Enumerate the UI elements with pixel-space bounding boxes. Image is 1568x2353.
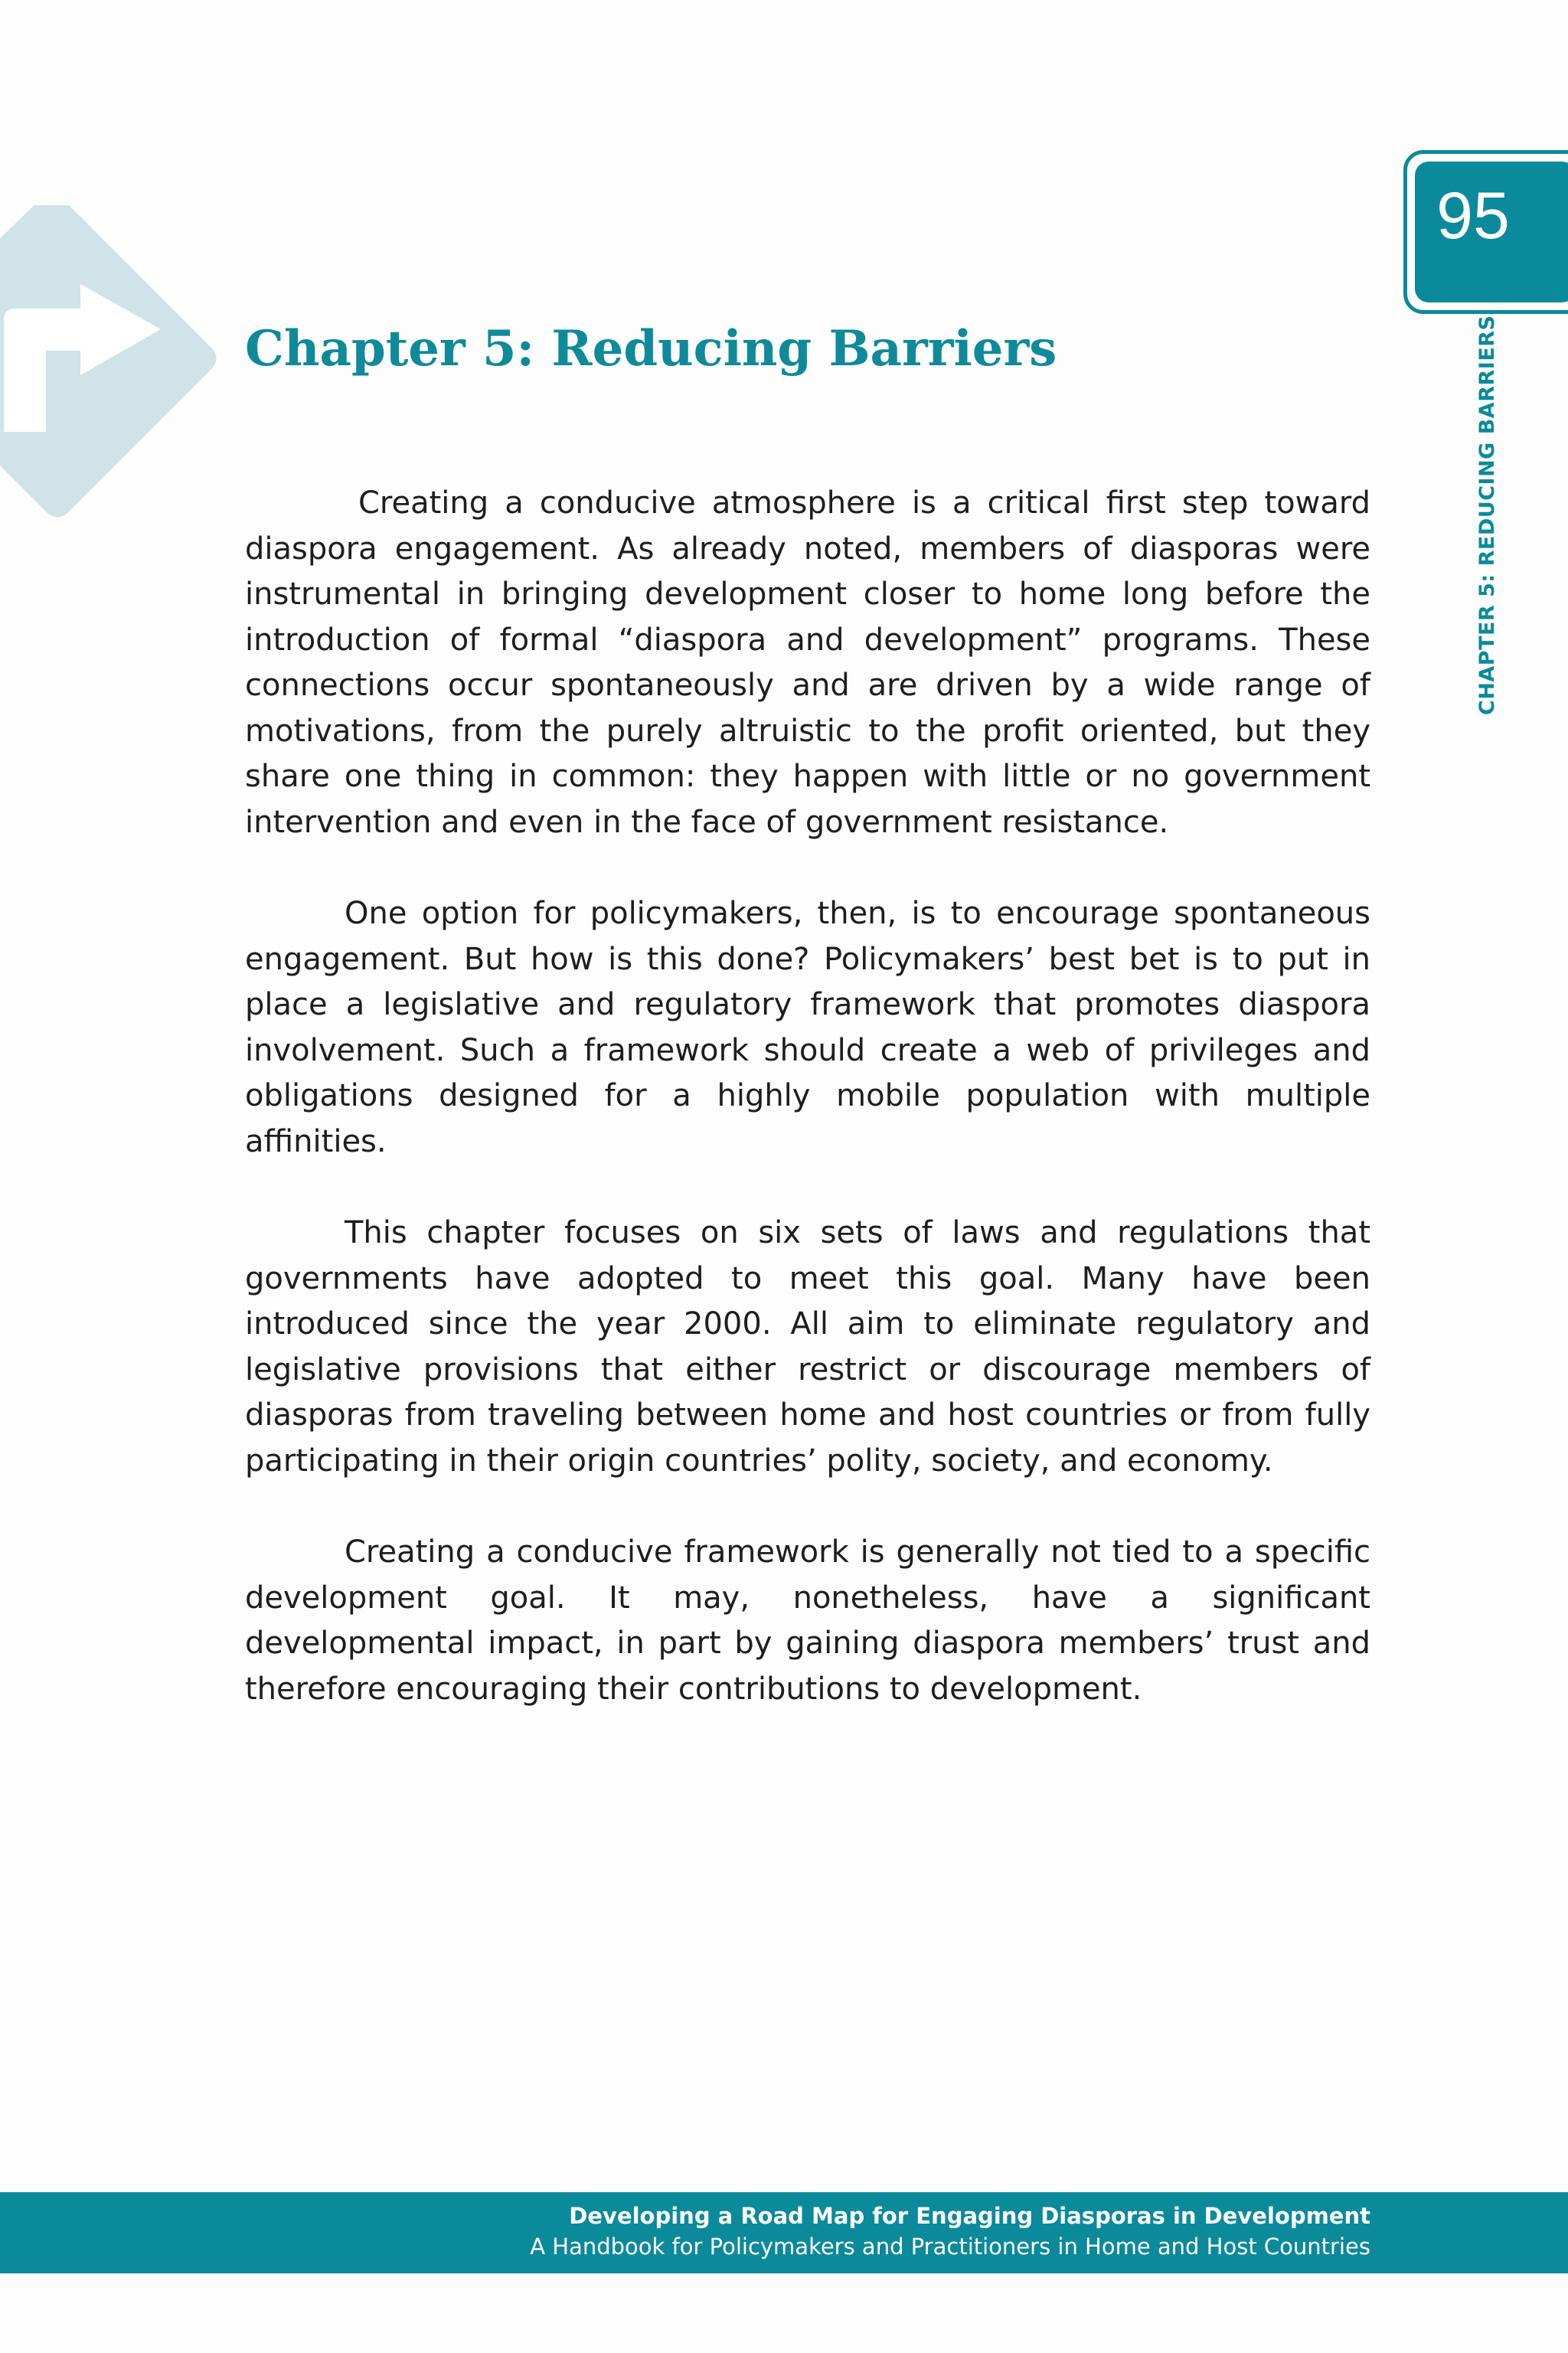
chapter-title: Chapter 5: Reducing Barriers	[245, 320, 1057, 377]
paragraph-3: This chapter focuses on six sets of laws and regulations that governments have adopted to meet this goal. Many have been introduced since the year 2000. All aim to eliminate regulatory and legislative provisions that either restrict or discourage members of diasporas from traveling between home and host countries or from fully participating in their origin countries’ polity, society, and economy.	[245, 1215, 1370, 1479]
running-head: CHAPTER 5: REDUCING BARRIERS	[1475, 315, 1499, 715]
body-text	[245, 481, 1370, 1758]
page-number: 95	[1436, 179, 1510, 253]
paragraph-4: Creating a conducive framework is generally not tied to a specific development goal. It may, nonetheless, have a significant developmental impact, in part by gaining diaspora members’ trust and therefore encouraging their contributions to development.	[245, 1534, 1370, 1707]
turn-right-arrow-sign-icon	[0, 205, 230, 519]
paragraph-2: One option for policymakers, then, is to encourage spontaneous engagement. But how is this done? Policymakers’ best bet is to put in place a legislative and regulatory framework that promotes diaspora involvement. Such a framework should create a web of privileges and obligations designed for a highly mobile population with multiple affinities.	[245, 896, 1370, 1159]
footer-band	[0, 2192, 1568, 2273]
footer-book-title: Developing a Road Map for Engaging Diasporas in Development	[569, 2203, 1370, 2229]
page-number-tab	[1403, 150, 1568, 314]
paragraph-1: Creating a conducive atmosphere is a critical first step toward diaspora engagement. As already noted, members of diasporas were instrumental in bringing development closer to home long before the introduction of formal “diaspora and development” programs. These connections occur spontaneously and are driven by a wide range of motivations, from the purely altruistic to the profit oriented, but they share one thing in common: they happen with little or no government intervention and even in the face of government resistance.	[245, 485, 1370, 840]
footer-book-subtitle: A Handbook for Policymakers and Practitioners in Home and Host Countries	[530, 2234, 1370, 2260]
